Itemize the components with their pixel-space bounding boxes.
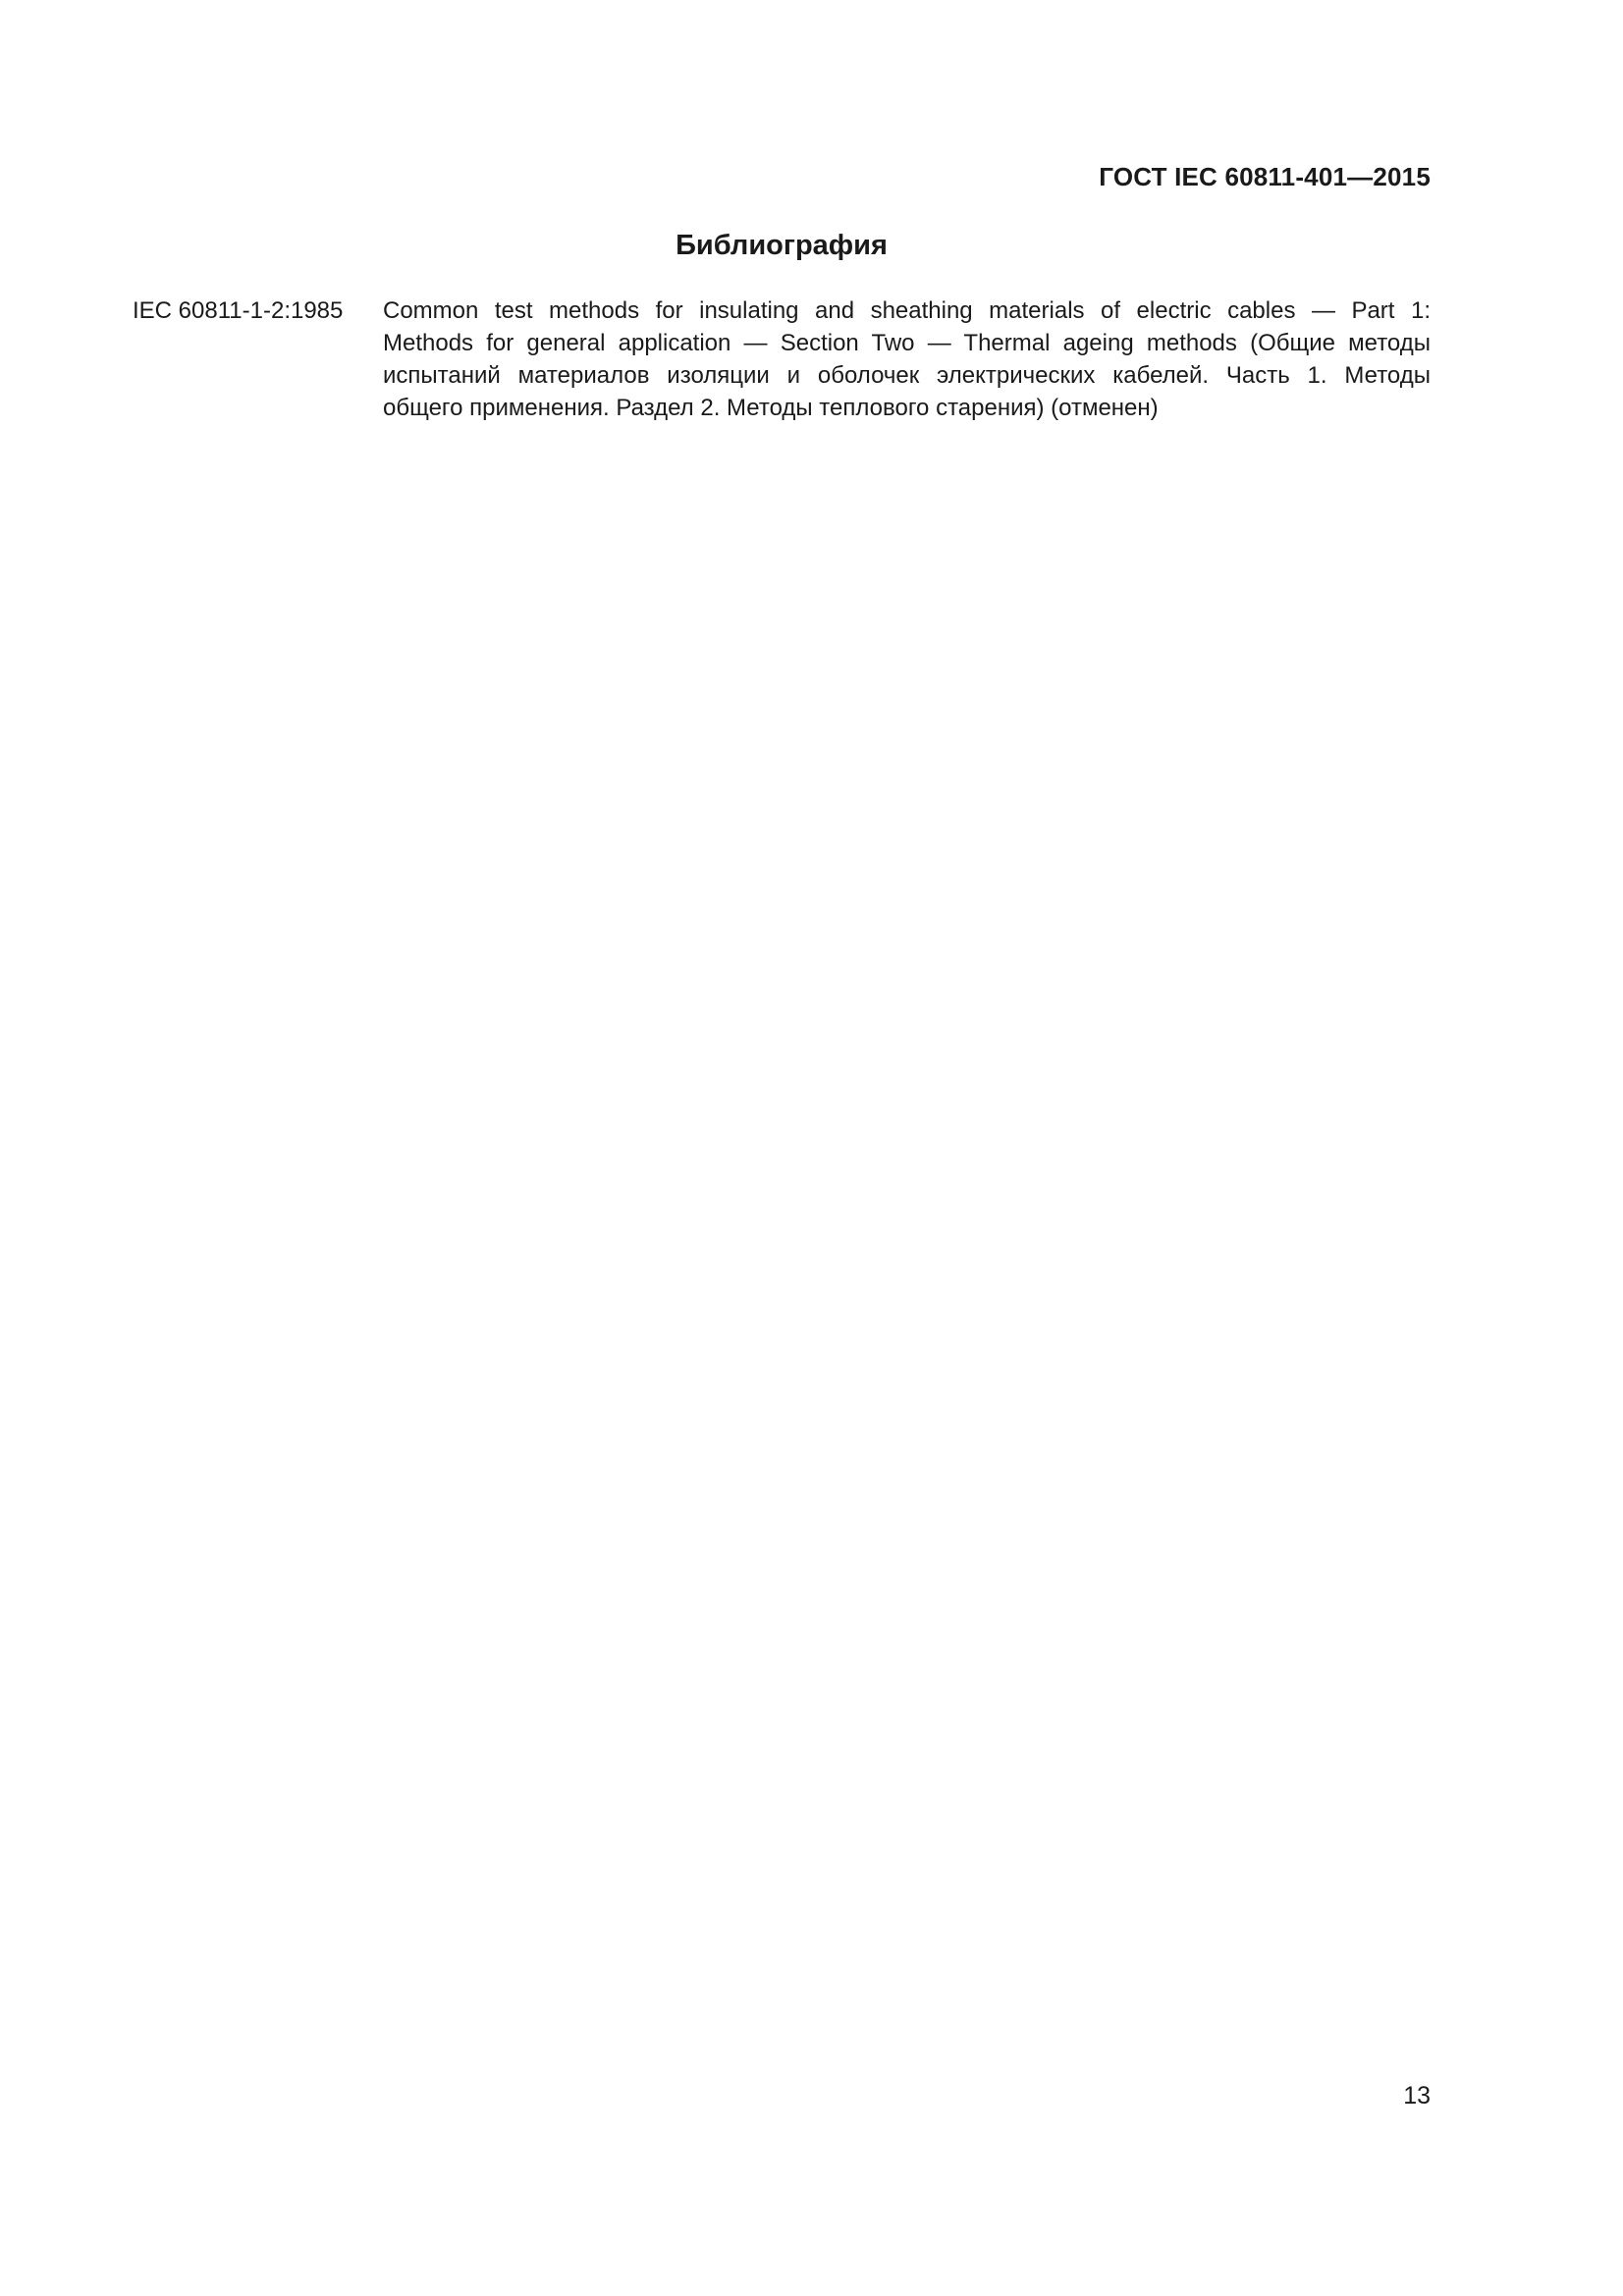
running-header: ГОСТ IEC 60811-401—2015 <box>1099 162 1431 191</box>
page-number: 13 <box>1403 2082 1431 2109</box>
bibliography-text-line: Common test methods for insulating and sheathing materials of electric cables — Part 1: <box>383 297 1431 324</box>
section-title: Библиография <box>676 230 888 261</box>
bibliography-text-line: испытаний материалов изоляции и оболочек электрических кабелей. Часть 1. Методы <box>383 362 1431 389</box>
bibliography-entry <box>133 294 1431 424</box>
bibliography-text-line: Methods for general application — Section Two — Thermal ageing methods (Общие методы <box>383 330 1431 356</box>
bibliography-text-line: общего применения. Раздел 2. Методы теплового старения) (отменен) <box>383 395 1159 421</box>
bibliography-ref-label: IEC 60811-1-2:1985 <box>133 297 344 324</box>
bibliography-entry-text <box>383 294 1431 424</box>
